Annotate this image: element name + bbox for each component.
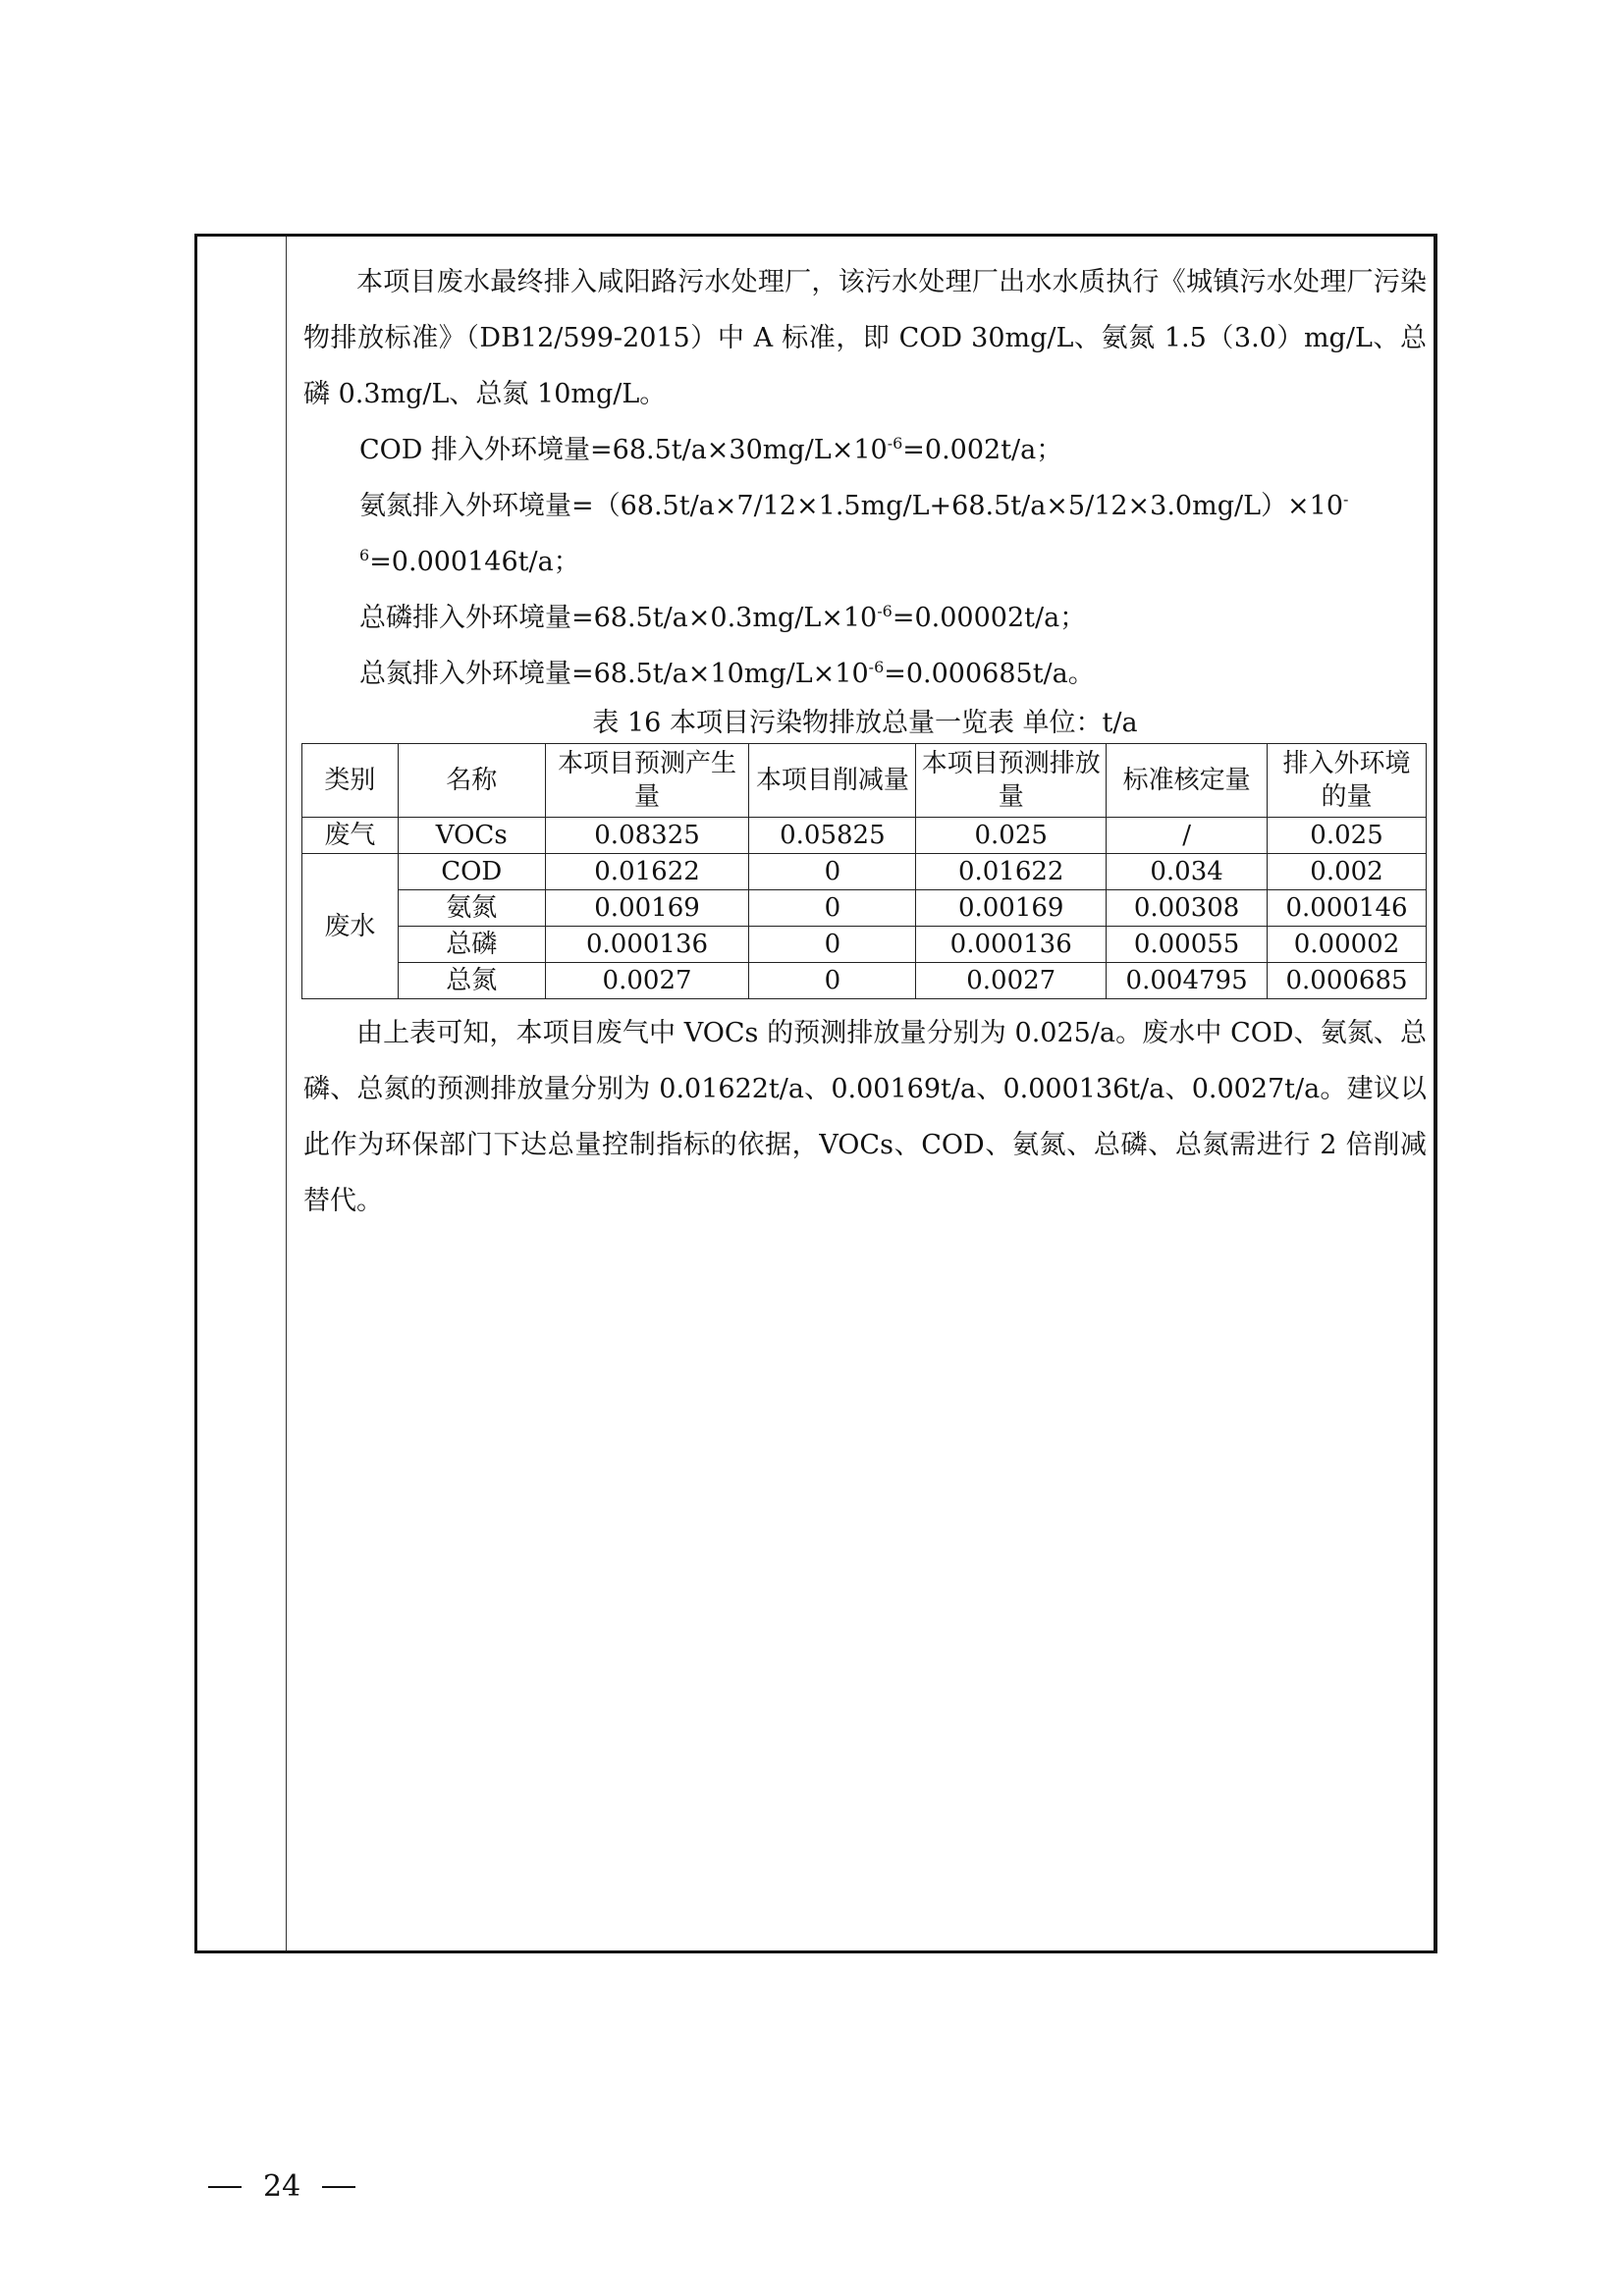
table-cell: 0.025 bbox=[916, 818, 1107, 854]
content-frame bbox=[194, 234, 1437, 1953]
table-cell: 0.000136 bbox=[545, 927, 749, 963]
header-cell: 本项目削减量 bbox=[749, 744, 916, 818]
header-cell: 本项目预测产生量 bbox=[545, 744, 749, 818]
table-cell: 0.00002 bbox=[1268, 927, 1427, 963]
table-cell: 0 bbox=[749, 854, 916, 890]
table-cell: 0.000146 bbox=[1268, 890, 1427, 927]
calc-line: 氨氮排入外环境量$=(68.5t/a\times 7/12\times 1.5mg/L+68.5t/a\times 5/12\times 3.0mg/L)\times 10^{-6}=0.000146t/a$； bbox=[359, 490, 1349, 577]
content-area bbox=[303, 254, 1427, 1229]
table-cell: COD bbox=[398, 854, 545, 890]
table-cell: 0.002 bbox=[1268, 854, 1427, 890]
category-cell: 废气 bbox=[302, 818, 399, 854]
conclusion-paragraph: 由上表可知，本项目废气中 VOCs 的预测排放量分别为 0.025/a。废水中 COD、氨氮、总磷、总氮的预测排放量分别为 0.01622t/a、0.00169t/a、0.000136t/a、0.0027t/a。建议以此作为环保部门下达总量控制指标的依据，VOCs、COD、氨氮、总磷、总氮需进行 2 倍削减替代。 bbox=[303, 1018, 1427, 1216]
table-row bbox=[302, 890, 1427, 927]
table-row bbox=[302, 927, 1427, 963]
table-cell: 0.01622 bbox=[545, 854, 749, 890]
emissions-table bbox=[301, 743, 1427, 999]
table-cell: 0.000136 bbox=[916, 927, 1107, 963]
table-cell: 总磷 bbox=[398, 927, 545, 963]
calc-line: 总氮排入外环境量$=68.5t/a\times 10mg/L\times 10^{-6}=0.000685t/a$。 bbox=[359, 658, 1095, 689]
table-cell: 0.025 bbox=[1268, 818, 1427, 854]
page-footer bbox=[208, 2169, 355, 2204]
calculation-list bbox=[303, 422, 1427, 702]
header-cell: 本项目预测排放量 bbox=[916, 744, 1107, 818]
dash-right bbox=[322, 2186, 355, 2188]
table-header-row bbox=[302, 744, 1427, 818]
intro-paragraph: 本项目废水最终排入咸阳路污水处理厂，该污水处理厂出水水质执行《城镇污水处理厂污染物排放标准》（DB12/599-2015）中 A 标准，即 COD 30mg/L、氨氮 1.5（3.0）mg/L、总磷 0.3mg/L、总氮 10mg/L。 bbox=[303, 267, 1427, 409]
dash-left bbox=[208, 2186, 242, 2188]
header-cell: 排入外环境的量 bbox=[1268, 744, 1427, 818]
table-cell: 0 bbox=[749, 890, 916, 927]
header-cell: 类别 bbox=[302, 744, 399, 818]
table-cell: / bbox=[1107, 818, 1268, 854]
table-caption: 表 16 本项目污染物排放总量一览表 单位：t/a bbox=[592, 708, 1138, 738]
table-cell: 0.05825 bbox=[749, 818, 916, 854]
category-cell: 废水 bbox=[302, 854, 399, 999]
table-cell: 0.01622 bbox=[916, 854, 1107, 890]
calc-line: COD 排入外环境量$=68.5t/a\times 30mg/L\times 10^{-6}=0.002t/a$； bbox=[359, 434, 1063, 465]
table-cell: 总氮 bbox=[398, 963, 545, 999]
page-number: 24 bbox=[263, 2169, 301, 2204]
table-cell: 0.004795 bbox=[1107, 963, 1268, 999]
header-cell: 标准核定量 bbox=[1107, 744, 1268, 818]
table-row bbox=[302, 963, 1427, 999]
table-cell: VOCs bbox=[398, 818, 545, 854]
header-cell: 名称 bbox=[398, 744, 545, 818]
table-cell: 0.0027 bbox=[916, 963, 1107, 999]
table-cell: 0.00169 bbox=[545, 890, 749, 927]
table-cell: 0.034 bbox=[1107, 854, 1268, 890]
table-cell: 0.00169 bbox=[916, 890, 1107, 927]
table-cell: 0.08325 bbox=[545, 818, 749, 854]
table-cell: 0.000685 bbox=[1268, 963, 1427, 999]
calc-line: 总磷排入外环境量$=68.5t/a\times 0.3mg/L\times 10^{-6}=0.00002t/a$； bbox=[359, 602, 1087, 633]
table-cell: 氨氮 bbox=[398, 890, 545, 927]
table-cell: 0.00055 bbox=[1107, 927, 1268, 963]
table-row bbox=[302, 854, 1427, 890]
table-cell: 0.0027 bbox=[545, 963, 749, 999]
table-cell: 0 bbox=[749, 927, 916, 963]
table-row bbox=[302, 818, 1427, 854]
frame-divider bbox=[286, 237, 287, 1950]
table-cell: 0.00308 bbox=[1107, 890, 1268, 927]
table-cell: 0 bbox=[749, 963, 916, 999]
